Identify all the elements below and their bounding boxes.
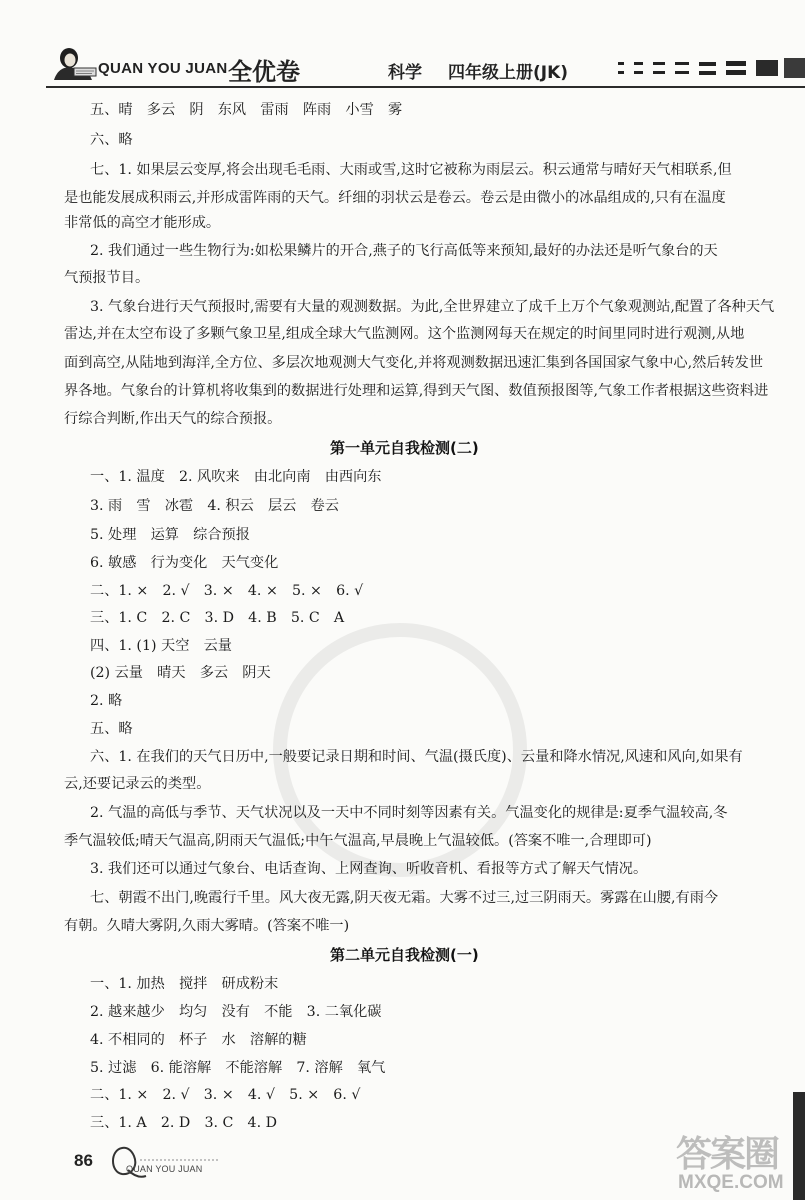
answer-line: 二、1. × 2. √ 3. × 4. √ 5. × 6. √: [90, 1087, 361, 1103]
header-dash-decoration: [618, 58, 805, 80]
header-rule: [46, 86, 805, 88]
answer-line: 行综合判断,作出天气的综合预报。: [64, 411, 282, 427]
answer-line: 6. 敏感 行为变化 天气变化: [90, 555, 279, 571]
answer-line: (2) 云量 晴天 多云 阴天: [90, 665, 271, 681]
page-edge-shadow: [793, 1092, 805, 1200]
brand-latin: QUAN YOU JUAN: [98, 60, 228, 77]
answer-line: 2. 越来越少 均匀 没有 不能 3. 二氧化碳: [90, 1004, 382, 1020]
answer-line: 六、1. 在我们的天气日历中,一般要记录日期和时间、气温(摄氏度)、云量和降水情况,风速和风向,如果有: [90, 749, 743, 765]
answer-line: 二、1. × 2. √ 3. × 4. × 5. × 6. √: [90, 583, 364, 599]
answer-line: 5. 过滤 6. 能溶解 不能溶解 7. 溶解 氧气: [90, 1060, 386, 1076]
page-header: [0, 0, 805, 90]
answer-line: 三、1. A 2. D 3. C 4. D: [90, 1115, 277, 1131]
answer-line: 一、1. 加热 搅拌 研成粉末: [90, 976, 279, 992]
answer-line: 2. 气温的高低与季节、天气状况以及一天中不同时刻等因素有关。气温变化的规律是:夏季气温较高,冬: [90, 805, 728, 821]
answer-line: 一、1. 温度 2. 风吹来 由北向南 由西向东: [90, 469, 382, 485]
answer-line: 六、略: [90, 132, 133, 148]
answer-line: 七、1. 如果层云变厚,将会出现毛毛雨、大雨或雪,这时它被称为雨层云。积云通常与晴好天气相联系,但: [90, 162, 732, 178]
page-number: 86: [74, 1151, 93, 1170]
answer-line: 三、1. C 2. C 3. D 4. B 5. C A: [90, 610, 345, 626]
answer-line: 3. 气象台进行天气预报时,需要有大量的观测数据。为此,全世界建立了成千上万个气象观测站,配置了各种天气: [90, 299, 775, 315]
answer-line: 云,还要记录云的类型。: [64, 776, 211, 792]
answer-line: 五、晴 多云 阴 东风 雷雨 阵雨 小雪 雾: [90, 102, 403, 118]
answer-line: 有朝。久晴大雾阴,久雨大雾晴。(答案不唯一): [64, 918, 350, 934]
answer-line: 3. 雨 雪 冰雹 4. 积云 层云 卷云: [90, 498, 339, 514]
grade-label: 四年级上册(JK): [448, 63, 569, 83]
answer-line: 七、朝霞不出门,晚霞行千里。风大夜无露,阴天夜无霜。大雾不过三,过三阴雨天。雾露在山腰,有雨今: [90, 890, 719, 906]
student-mascot-icon: [52, 46, 98, 80]
answer-line: 非常低的高空才能形成。: [64, 215, 221, 231]
watermark-url: MXQE.COM: [678, 1172, 784, 1193]
answer-line: 雷达,并在太空布设了多颗气象卫星,组成全球大气监测网。这个监测网每天在规定的时间里同时进行观测,从地: [64, 326, 745, 342]
footer-q-logo-icon: [108, 1142, 228, 1182]
watermark-stamp: 答案圈: [676, 1134, 779, 1175]
brand-title: 全优卷: [228, 58, 300, 86]
answer-line: 3. 我们还可以通过气象台、电话查询、上网查询、听收音机、看报等方式了解天气情况。: [90, 861, 648, 877]
answer-line: 四、1. (1) 天空 云量: [90, 638, 232, 654]
section-heading: 第一单元自我检测(二): [330, 439, 479, 457]
answer-line: 五、略: [90, 721, 133, 737]
footer-logo-text: QUAN YOU JUAN: [126, 1164, 203, 1174]
answer-line: 2. 我们通过一些生物行为:如松果鳞片的开合,燕子的飞行高低等来预知,最好的办法还是听气象台的天: [90, 243, 718, 259]
answer-line: 5. 处理 运算 综合预报: [90, 527, 250, 543]
answer-line: 4. 不相同的 杯子 水 溶解的糖: [90, 1032, 307, 1048]
answer-line: 气预报节目。: [64, 270, 150, 286]
answer-line: 2. 略: [90, 693, 123, 709]
answer-line: 季气温较低;晴天气温高,阴雨天气温低;中午气温高,早晨晚上气温较低。(答案不唯一,合理即可): [64, 833, 652, 849]
subject-label: 科学: [388, 63, 422, 83]
answer-line: 界各地。气象台的计算机将收集到的数据进行处理和运算,得到天气图、数值预报图等,气象工作者根据这些资料进: [64, 383, 769, 399]
answer-line: 是也能发展成积雨云,并形成雷阵雨的天气。纤细的羽状云是卷云。卷云是由微小的冰晶组成的,只有在温度: [64, 190, 726, 206]
section-heading: 第二单元自我检测(一): [330, 946, 479, 964]
answer-line: 面到高空,从陆地到海洋,全方位、多层次地观测大气变化,并将观测数据迅速汇集到各国国家气象中心,然后转发世: [64, 355, 764, 371]
